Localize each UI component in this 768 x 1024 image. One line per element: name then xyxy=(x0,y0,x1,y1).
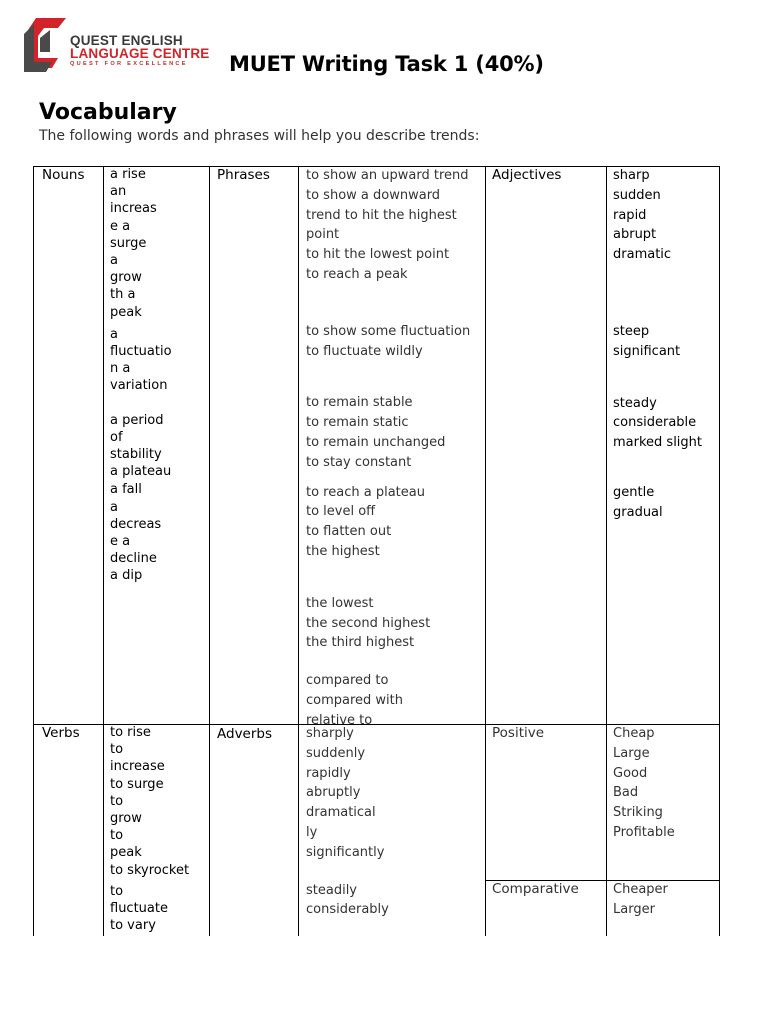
list-item: a xyxy=(110,326,118,342)
list-item: to level off xyxy=(306,504,376,520)
list-item: the third highest xyxy=(306,635,415,651)
list-item: fluctuate xyxy=(110,901,168,917)
list-item: Large xyxy=(613,745,650,761)
list-item: to remain unchanged xyxy=(306,434,446,450)
list-item: marked slight xyxy=(613,435,703,451)
list-item: suddenly xyxy=(306,745,366,761)
list-item: a period xyxy=(110,412,164,428)
list-item: a xyxy=(110,499,118,515)
list-item: th a xyxy=(110,287,136,303)
list-item: increas xyxy=(110,201,157,217)
table-border xyxy=(719,166,720,936)
list-item: to remain static xyxy=(306,415,409,431)
adverbs-list xyxy=(306,724,389,920)
list-item: to xyxy=(110,742,124,758)
list-item: stability xyxy=(110,447,162,463)
list-item: steady xyxy=(613,395,657,411)
list-item: to show some fluctuation xyxy=(306,323,471,339)
list-item: relative to xyxy=(306,712,373,728)
list-item: abrupt xyxy=(613,227,657,243)
comparative-list xyxy=(613,880,668,920)
list-item: decreas xyxy=(110,516,162,532)
list-item: Striking xyxy=(613,805,663,821)
list-item: to reach a peak xyxy=(306,266,408,282)
nouns-list xyxy=(110,166,172,585)
list-item: to show an upward trend xyxy=(306,168,469,183)
list-item: to reach a plateau xyxy=(306,484,425,500)
vocabulary-table xyxy=(33,166,720,936)
list-item: to xyxy=(110,883,124,899)
table-divider xyxy=(209,166,210,936)
list-item: of xyxy=(110,429,123,445)
header-positive: Positive xyxy=(492,725,545,741)
list-item: gradual xyxy=(613,504,663,520)
table-border xyxy=(33,166,34,936)
list-item: to flatten out xyxy=(306,524,392,540)
list-item: Cheap xyxy=(613,726,655,741)
list-item: to show a downward xyxy=(306,187,441,203)
list-item: grow xyxy=(110,270,142,286)
list-item: the highest xyxy=(306,543,380,559)
list-item: a rise xyxy=(110,167,146,182)
list-item: to xyxy=(110,828,124,844)
list-item: Cheaper xyxy=(613,882,668,897)
list-item: considerably xyxy=(306,902,389,918)
header-phrases: Phrases xyxy=(217,167,270,183)
list-item: fluctuatio xyxy=(110,344,172,360)
list-item: decline xyxy=(110,551,157,567)
list-item: to rise xyxy=(110,725,151,740)
list-item: sharply xyxy=(306,726,354,741)
list-item: the second highest xyxy=(306,615,431,631)
list-item: Larger xyxy=(613,901,655,917)
list-item: rapidly xyxy=(306,765,351,781)
list-item: dramatical xyxy=(306,805,376,821)
header-nouns: Nouns xyxy=(42,167,85,183)
list-item: peak xyxy=(110,845,142,861)
header-adjectives: Adjectives xyxy=(492,167,562,183)
list-item: to xyxy=(110,793,124,809)
list-item: a plateau xyxy=(110,464,172,480)
list-item: to surge xyxy=(110,776,164,792)
list-item: a xyxy=(110,253,118,269)
phrases-list xyxy=(306,166,470,731)
section-intro: The following words and phrases will help you describe trends: xyxy=(39,128,480,144)
list-item: gentle xyxy=(613,484,655,500)
list-item: to hit the lowest point xyxy=(306,247,450,263)
list-item: grow xyxy=(110,811,142,827)
list-item: compared to xyxy=(306,673,389,689)
list-item: e a xyxy=(110,218,131,234)
list-item: surge xyxy=(110,235,147,251)
list-item: to skyrocket xyxy=(110,862,190,878)
verbs-list xyxy=(110,724,189,934)
list-item: n a xyxy=(110,361,131,377)
list-item: sudden xyxy=(613,187,661,203)
section-title: Vocabulary xyxy=(39,100,177,125)
list-item: point xyxy=(306,227,340,243)
logo-tagline: QUEST FOR EXCELLENCE xyxy=(70,61,188,67)
logo-line2: LANGUAGE CENTRE xyxy=(70,46,210,61)
list-item: steadily xyxy=(306,882,358,898)
table-divider xyxy=(298,166,299,936)
document-title: MUET Writing Task 1 (40%) xyxy=(229,52,544,76)
header-adverbs: Adverbs xyxy=(217,726,273,742)
positive-list xyxy=(613,724,675,843)
list-item: peak xyxy=(110,304,142,320)
list-item: considerable xyxy=(613,415,697,431)
adjectives-list xyxy=(613,166,702,523)
list-item: abruptly xyxy=(306,785,361,801)
logo-line1: QUEST ENGLISH xyxy=(70,33,183,48)
table-divider xyxy=(606,166,607,936)
list-item: significant xyxy=(613,343,681,359)
list-item: trend to hit the highest xyxy=(306,207,457,223)
header-verbs: Verbs xyxy=(42,725,80,741)
list-item: to remain stable xyxy=(306,395,413,411)
table-divider xyxy=(103,166,104,936)
list-item: dramatic xyxy=(613,247,672,263)
list-item: to fluctuate wildly xyxy=(306,343,423,359)
list-item: a fall xyxy=(110,482,142,498)
list-item: significantly xyxy=(306,844,385,860)
table-divider xyxy=(485,166,486,936)
list-item: the lowest xyxy=(306,595,374,611)
list-item: Profitable xyxy=(613,824,675,840)
list-item: steep xyxy=(613,323,650,339)
list-item: Good xyxy=(613,765,648,781)
list-item: sharp xyxy=(613,168,650,183)
list-item: rapid xyxy=(613,207,647,223)
list-item: to stay constant xyxy=(306,454,412,470)
logo xyxy=(22,16,222,76)
list-item: compared with xyxy=(306,692,404,708)
list-item: Bad xyxy=(613,785,639,801)
list-item: variation xyxy=(110,378,168,394)
list-item: increase xyxy=(110,759,165,775)
list-item: a dip xyxy=(110,568,143,584)
header-comparative: Comparative xyxy=(492,881,579,897)
list-item: an xyxy=(110,184,127,200)
list-item: to vary xyxy=(110,918,156,934)
list-item: ly xyxy=(306,824,318,840)
list-item: e a xyxy=(110,534,131,550)
logo-mark-icon xyxy=(22,16,72,76)
